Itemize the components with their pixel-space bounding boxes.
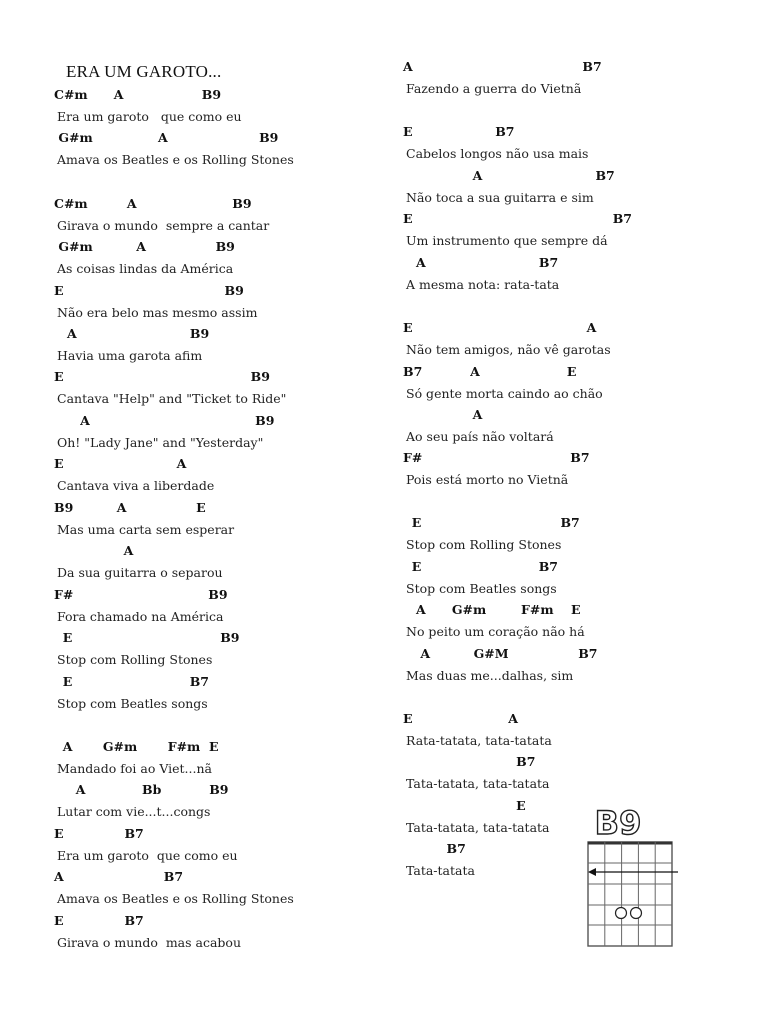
lyric-line: Um instrumento que sempre dá [406, 233, 608, 248]
chord-line: G#m A B9 [54, 130, 279, 145]
chord-line: A B9 [54, 413, 275, 428]
chord-line: E [403, 798, 526, 813]
chord-line: A G#M B7 [403, 646, 598, 661]
lyric-line: Stop com Rolling Stones [57, 652, 213, 667]
lyric-line: A mesma nota: rata-tata [406, 277, 560, 292]
lyric-line: Ao seu país não voltará [406, 429, 554, 444]
chord-line: E B7 [403, 559, 558, 574]
lyric-line: Cantava viva a liberdade [57, 478, 215, 493]
lyric-line: Tata-tatata, tata-tatata [406, 820, 550, 835]
chord-line: E B9 [54, 283, 244, 298]
chord-line: A [54, 543, 134, 558]
chord-line: B7 A E [403, 364, 577, 379]
chord-line: A G#m F#m E [54, 739, 219, 754]
lyric-line: As coisas lindas da América [57, 261, 234, 276]
chord-line: E B7 [403, 211, 632, 226]
chord-line: E A [403, 320, 597, 335]
lyric-line: No peito um coração não há [406, 624, 585, 639]
lyric-line: Fora chamado na América [57, 609, 224, 624]
lyric-line: Havia uma garota afim [57, 348, 203, 363]
chord-line: F# B9 [54, 587, 228, 602]
chord-line: E B7 [403, 124, 515, 139]
lyric-line: Oh! "Lady Jane" and "Yesterday" [57, 435, 264, 450]
lyric-line: Não toca a sua guitarra e sim [406, 190, 594, 205]
chord-line: E B7 [54, 826, 144, 841]
fretboard-grid [588, 842, 672, 946]
lyric-line: Era um garoto que como eu [57, 109, 242, 124]
finger-dot [631, 908, 642, 919]
chord-line: E A [54, 456, 187, 471]
lyric-line: Era um garoto que como eu [57, 848, 238, 863]
lyric-line: Rata-tatata, tata-tatata [406, 733, 552, 748]
lyric-line: Só gente morta caindo ao chão [406, 386, 603, 401]
chord-line: A B7 [403, 59, 602, 74]
lyric-line: Cantava "Help" and "Ticket to Ride" [57, 391, 287, 406]
chord-line: E A [403, 711, 518, 726]
lyric-line: Fazendo a guerra do Vietnã [406, 81, 582, 96]
lyric-line: Stop com Beatles songs [57, 696, 208, 711]
chord-line: E B7 [54, 913, 144, 928]
lyric-line: Tata-tatata, tata-tatata [406, 776, 550, 791]
barre-arrow-icon [588, 868, 678, 876]
lyric-line: Tata-tatata [406, 863, 475, 878]
chord-diagram-name: B9 [594, 804, 642, 842]
lyric-line: Não tem amigos, não vê garotas [406, 342, 611, 357]
chord-line: A B7 [403, 168, 615, 183]
finger-dot [616, 908, 627, 919]
lyric-line: Stop com Rolling Stones [406, 537, 562, 552]
chord-line: A Bb B9 [54, 782, 229, 797]
chord-line: A B7 [403, 255, 559, 270]
chord-line: A G#m F#m E [403, 602, 581, 617]
lyric-line: Mandado foi ao Viet...nã [57, 761, 212, 776]
lyric-line: Da sua guitarra o separou [57, 565, 223, 580]
chord-line: G#m A B9 [54, 239, 235, 254]
lyric-line: Não era belo mas mesmo assim [57, 305, 258, 320]
chord-line: E B9 [54, 369, 270, 384]
chord-line: E B7 [403, 515, 580, 530]
chord-line: A B9 [54, 326, 210, 341]
chord-line: B7 [403, 841, 466, 856]
lyric-line: Amava os Beatles e os Rolling Stones [57, 152, 294, 167]
chord-line: E B7 [54, 674, 209, 689]
chord-line: C#m A B9 [54, 196, 252, 211]
chord-line: A B7 [54, 869, 184, 884]
lyric-line: Stop com Beatles songs [406, 581, 557, 596]
chord-line: A [403, 407, 483, 422]
chord-line: E B9 [54, 630, 240, 645]
lyric-line: Pois está morto no Vietnã [406, 472, 569, 487]
chord-line: B9 A E [54, 500, 206, 515]
song-title: ERA UM GAROTO... [66, 62, 222, 81]
lyric-line: Lutar com vie...t...congs [57, 804, 211, 819]
b9-chord-diagram [584, 800, 680, 950]
chord-line: C#m A B9 [54, 87, 222, 102]
lyric-line: Amava os Beatles e os Rolling Stones [57, 891, 294, 906]
lyric-line: Mas uma carta sem esperar [57, 522, 235, 537]
lyric-line: Girava o mundo sempre a cantar [57, 218, 270, 233]
chord-line: B7 [403, 754, 536, 769]
lyric-line: Girava o mundo mas acabou [57, 935, 242, 950]
lyric-line: Mas duas me...dalhas, sim [406, 668, 574, 683]
chord-line: F# B7 [403, 450, 590, 465]
lyric-line: Cabelos longos não usa mais [406, 146, 589, 161]
